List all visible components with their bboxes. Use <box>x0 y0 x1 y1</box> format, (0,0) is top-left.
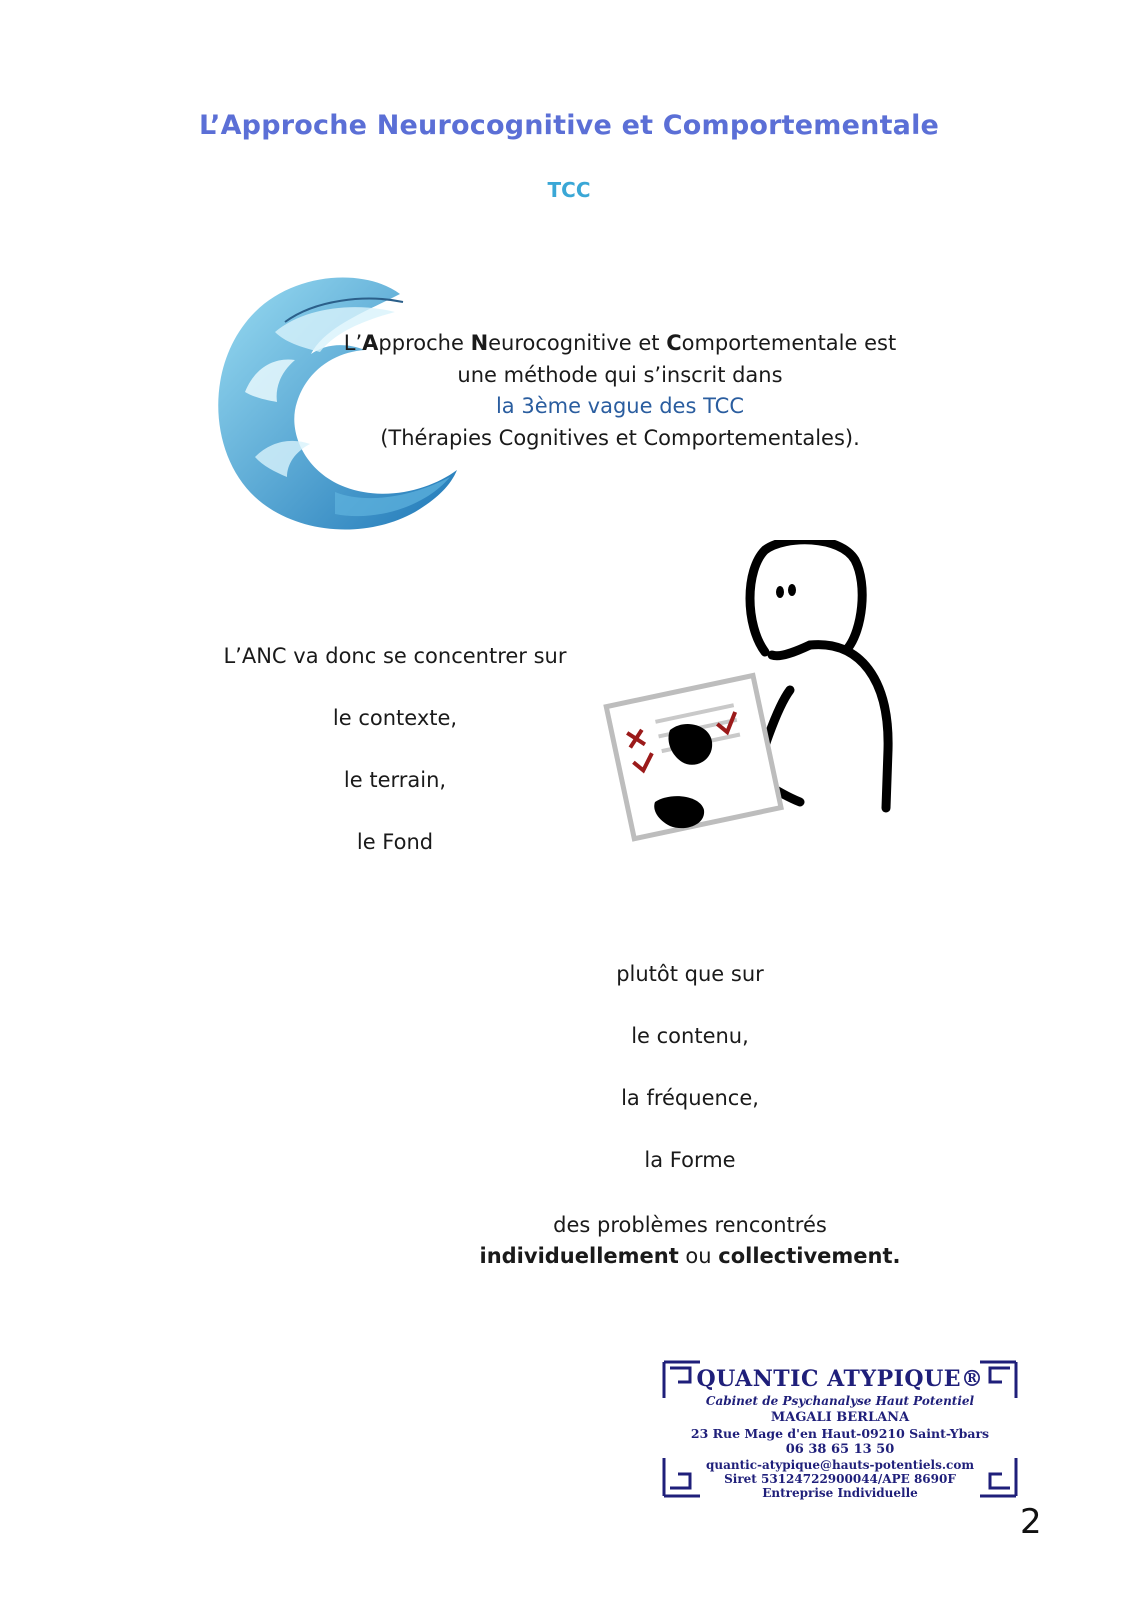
focus-list-right <box>440 962 940 1272</box>
right-item: la fréquence, <box>621 1086 759 1110</box>
stamp-person: MAGALI BERLANA <box>770 1410 910 1425</box>
closing-line-2: individuellement ou collectivement. <box>479 1244 901 1268</box>
intro-line-2: une méthode qui s’inscrit dans <box>457 362 783 387</box>
left-item: le terrain, <box>343 768 447 792</box>
left-item: le contexte, <box>332 706 458 730</box>
focus-list-left <box>210 644 580 892</box>
stamp-address: 23 Rue Mage d'en Haut-09210 Saint-Ybars <box>690 1426 990 1441</box>
stamp-email: quantic-atypique@hauts-potentiels.com <box>705 1458 975 1472</box>
intro-paragraph <box>330 328 910 454</box>
page-title: L’Approche Neurocognitive et Comportementale <box>198 110 940 141</box>
right-lead: plutôt que sur <box>616 962 764 986</box>
stamp-tagline: Cabinet de Psychanalyse Haut Potentiel <box>705 1394 975 1408</box>
stamp-siret: Siret 53124722900044/APE 8690F <box>724 1472 956 1486</box>
closing-line-1: des problèmes rencontrés <box>553 1213 827 1237</box>
stamp-status: Entreprise Individuelle <box>762 1486 918 1500</box>
left-item: le Fond <box>356 830 434 854</box>
stamp-name: QUANTIC ATYPIQUE® <box>696 1366 984 1392</box>
right-item: la Forme <box>644 1148 736 1172</box>
intro-line-4: (Thérapies Cognitives et Comportementales). <box>380 425 860 450</box>
left-lead: L’ANC va donc se concentrer sur <box>223 644 567 668</box>
page-subtitle: TCC <box>547 178 591 202</box>
right-item: le contenu, <box>631 1024 749 1048</box>
stamp-phone: 06 38 65 13 50 <box>785 1442 895 1457</box>
person-reading-checklist-illustration <box>600 540 920 860</box>
intro-line-1: L’Approche Neurocognitive et Comportementale est <box>343 331 897 355</box>
page-number: 2 <box>1020 1502 1042 1542</box>
company-stamp <box>660 1358 1020 1500</box>
intro-line-3: la 3ème vague des TCC <box>495 394 745 418</box>
